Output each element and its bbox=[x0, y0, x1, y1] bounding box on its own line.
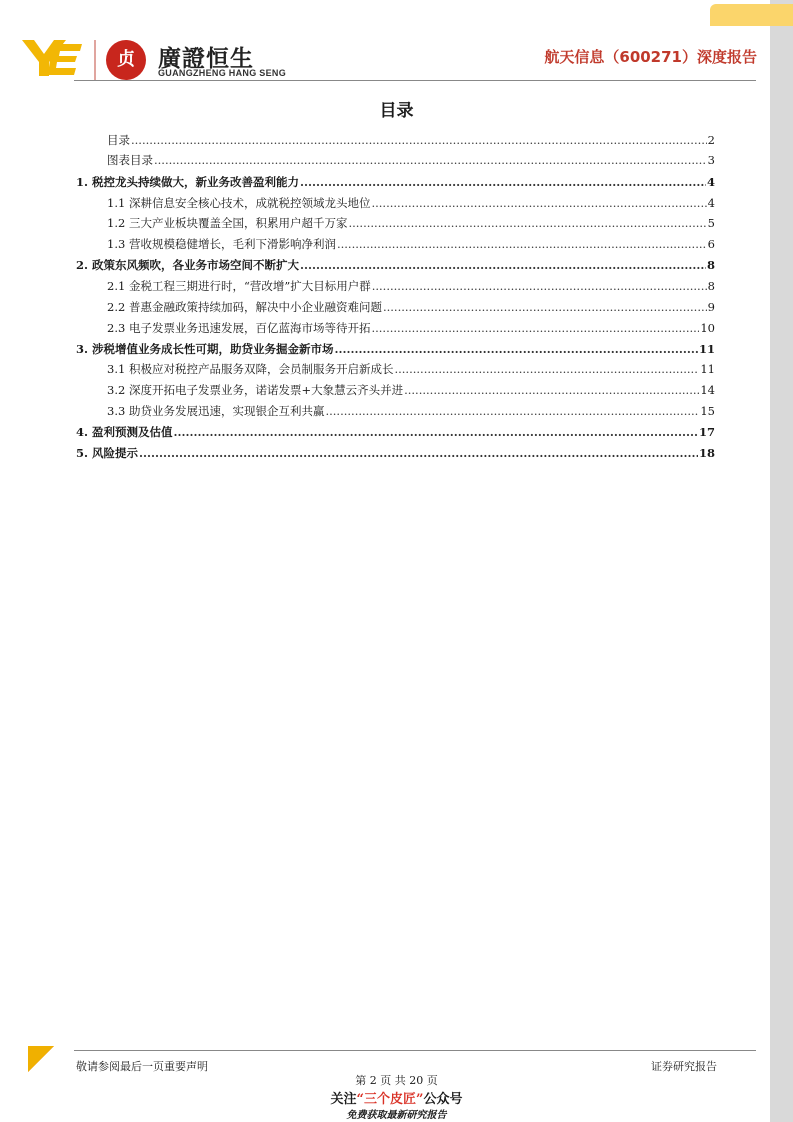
toc-label: 图表目录 bbox=[107, 153, 153, 167]
toc-page: 11 bbox=[700, 362, 715, 376]
toc-leader bbox=[394, 362, 699, 376]
toc-page: 3 bbox=[707, 153, 715, 167]
toc-page: 8 bbox=[706, 258, 715, 272]
toc-label: 3.1 积极应对税控产品服务双降，会员制服务开启新成长 bbox=[107, 362, 394, 376]
toc-entry[interactable] bbox=[107, 383, 715, 397]
toc-leader bbox=[348, 216, 706, 230]
toc-page: 5 bbox=[707, 216, 715, 230]
toc-page: 11 bbox=[698, 342, 715, 356]
toc-page: 4 bbox=[706, 175, 715, 189]
toc-label: 1.1 深耕信息安全核心技术，成就税控领域龙头地位 bbox=[107, 196, 371, 210]
toc-entry[interactable] bbox=[107, 133, 715, 147]
toc-page: 8 bbox=[707, 279, 715, 293]
toc-label: 目录 bbox=[107, 133, 130, 147]
toc-page: 18 bbox=[698, 446, 715, 460]
toc-entry[interactable] bbox=[107, 362, 715, 376]
logo-divider bbox=[94, 40, 96, 80]
corner-triangle-accent-icon bbox=[28, 1046, 54, 1072]
toc-leader bbox=[300, 175, 706, 189]
toc-entry[interactable] bbox=[107, 237, 715, 251]
follow-highlight: “三个皮匠” bbox=[356, 1092, 424, 1107]
toc-label: 3.2 深度开拓电子发票业务，诺诺发票+大象慧云齐头并进 bbox=[107, 383, 404, 397]
toc-entry[interactable] bbox=[107, 153, 715, 167]
free-report-text: 免费获取最新研究报告 bbox=[346, 1110, 447, 1121]
toc-label: 2.1 金税工程三期进行时，“营改增”扩大目标用户群 bbox=[107, 279, 371, 293]
toc-label: 1.2 三大产业板块覆盖全国，积累用户超千万家 bbox=[107, 216, 348, 230]
toc-page: 14 bbox=[700, 383, 715, 397]
toc-leader bbox=[174, 425, 698, 439]
right-edge-stripe bbox=[770, 0, 793, 1122]
toc-leader bbox=[404, 383, 699, 397]
toc-label: 1. 税控龙头持续做大，新业务改善盈利能力 bbox=[76, 175, 300, 189]
toc-page: 9 bbox=[707, 300, 715, 314]
toc-label: 1.3 营收规模稳健增长，毛利下滑影响净利润 bbox=[107, 237, 336, 251]
toc-label: 2. 政策东风频吹，各业务市场空间不断扩大 bbox=[76, 258, 300, 272]
footer-rule bbox=[74, 1050, 756, 1051]
toc-page: 4 bbox=[707, 196, 715, 210]
toc-leader bbox=[131, 133, 707, 147]
brand-name: 廣證恒生 bbox=[158, 46, 254, 72]
toc-leader bbox=[139, 446, 698, 460]
toc-entry[interactable] bbox=[76, 425, 715, 439]
toc-leader bbox=[154, 153, 707, 167]
toc-leader bbox=[337, 237, 707, 251]
ye-logo-icon bbox=[22, 40, 82, 76]
toc-label: 3. 涉税增值业务成长性可期，助贷业务掘金新市场 bbox=[76, 342, 334, 356]
toc-leader bbox=[300, 258, 706, 272]
toc-page: 6 bbox=[707, 237, 715, 251]
footer-disclaimer: 敬请参阅最后一页重要声明 bbox=[76, 1060, 208, 1073]
top-right-tab bbox=[710, 4, 793, 26]
toc-leader bbox=[325, 404, 699, 418]
footer-category: 证券研究报告 bbox=[651, 1060, 717, 1073]
toc-label: 4. 盈利预测及估值 bbox=[76, 425, 173, 439]
toc-page: 17 bbox=[698, 425, 715, 439]
toc-leader bbox=[371, 321, 699, 335]
toc-entry[interactable] bbox=[107, 196, 715, 210]
toc-entry[interactable] bbox=[107, 404, 715, 418]
seal-logo-icon: 贞 bbox=[106, 40, 146, 80]
toc-entry[interactable] bbox=[76, 258, 715, 272]
toc-label: 3.3 助贷业务发展迅速，实现银企互利共赢 bbox=[107, 404, 325, 418]
toc-entry[interactable] bbox=[107, 300, 715, 314]
toc-entry[interactable] bbox=[107, 216, 715, 230]
follow-suffix: 公众号 bbox=[423, 1092, 463, 1107]
toc-entry[interactable] bbox=[107, 279, 715, 293]
toc-entry[interactable] bbox=[76, 446, 715, 460]
brand-name-en: GUANGZHENG HANG SENG bbox=[158, 68, 287, 78]
toc-label: 5. 风险提示 bbox=[76, 446, 139, 460]
page-title: 目录 bbox=[379, 101, 414, 121]
toc-entry[interactable] bbox=[76, 175, 715, 189]
follow-prefix: 关注 bbox=[330, 1092, 357, 1107]
toc-leader bbox=[371, 196, 706, 210]
toc-page: 15 bbox=[700, 404, 715, 418]
toc-entry[interactable] bbox=[76, 342, 715, 356]
toc-page: 2 bbox=[707, 133, 715, 147]
report-title: 航天信息（600271）深度报告 bbox=[544, 48, 757, 66]
header-rule bbox=[74, 80, 756, 81]
follow-banner bbox=[0, 1088, 793, 1107]
toc-label: 2.2 普惠金融政策持续加码，解决中小企业融资难问题 bbox=[107, 300, 382, 314]
toc-leader bbox=[383, 300, 707, 314]
toc-leader bbox=[372, 279, 707, 293]
toc-label: 2.3 电子发票业务迅速发展，百亿蓝海市场等待开拓 bbox=[107, 321, 371, 335]
toc-page: 10 bbox=[700, 321, 715, 335]
toc-leader bbox=[335, 342, 698, 356]
page-number: 第 2 页 共 20 页 bbox=[355, 1074, 438, 1087]
toc-entry[interactable] bbox=[107, 321, 715, 335]
